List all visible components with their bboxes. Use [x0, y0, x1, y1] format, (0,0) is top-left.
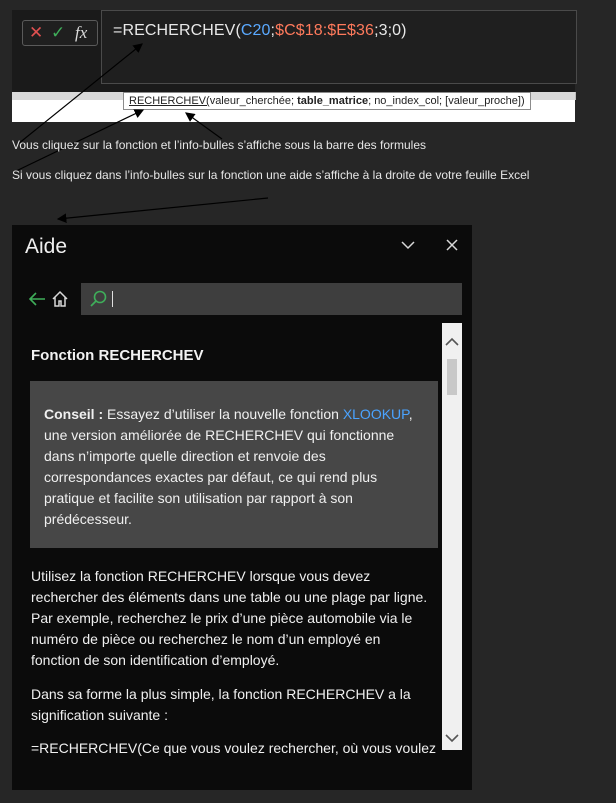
help-content	[12, 322, 442, 790]
help-search-input[interactable]	[81, 283, 462, 315]
help-pane-title: Aide	[25, 235, 68, 258]
help-pane	[12, 225, 472, 790]
chevron-down-icon[interactable]	[400, 237, 416, 253]
help-paragraph: =RECHERCHEV(Ce que vous voulez rechercher, où vous voulez	[31, 740, 437, 756]
formula-ref-c20: C20	[240, 22, 271, 39]
formula-text: =RECHERCHEV(C20;$C$18:$E$36;3;0)	[113, 22, 407, 39]
scroll-down-arrow-icon[interactable]	[442, 731, 462, 745]
function-tooltip[interactable]: RECHERCHEV(valeur_cherchée; table_matrice; no_index_col; [valeur_proche])	[123, 92, 531, 110]
help-paragraph: Dans sa forme la plus simple, la fonction RECHERCHEV a la signification suivante :	[31, 686, 411, 723]
note-help-pane: Si vous cliquez dans l’info-bulles sur la fonction une aide s’affiche à la droite de votre feuille Excel	[12, 168, 530, 182]
search-icon	[89, 289, 109, 309]
tooltip-current-arg: table_matrice	[297, 95, 369, 107]
scrollbar-thumb[interactable]	[447, 359, 457, 395]
enter-icon[interactable]: ✓	[51, 23, 66, 42]
tip-box	[30, 381, 438, 548]
cancel-icon[interactable]: ✕	[29, 23, 44, 42]
scrollbar[interactable]	[442, 323, 462, 750]
formula-ref-range: $C$18:$E$36	[275, 22, 375, 39]
xlookup-link[interactable]: XLOOKUP	[342, 406, 409, 422]
text-cursor	[112, 291, 113, 307]
back-arrow-icon[interactable]	[27, 289, 47, 309]
help-paragraph: Utilisez la fonction RECHERCHEV lorsque vous devez rechercher des éléments dans une table ou une plage par ligne. Par exemple, recherchez le prix d’une pièce automobile via le numéro de pièce ou recherchez le nom d’un employé en fonction de son identification d’employé.	[31, 568, 428, 668]
insert-function-fx-icon[interactable]: fx	[75, 23, 88, 42]
home-icon[interactable]	[50, 289, 70, 309]
close-icon[interactable]	[444, 237, 460, 253]
note-tooltip: Vous cliquez sur la fonction et l’info-bulles s’affiche sous la barre des formules	[12, 138, 426, 152]
tooltip-function-link[interactable]: RECHERCHEV(	[129, 95, 210, 107]
tip-text: Conseil : Essayez d’utiliser la nouvelle fonction XLOOKUP, une version améliorée de RECHERCHEV qui fonctionne dans n’importe quelle direction et renvoie des correspondances exactes par défaut, ce qui rend plus pratique et facilite son utilisation par rapport à son prédécesseur.	[44, 406, 413, 527]
scroll-up-arrow-icon[interactable]	[442, 335, 462, 349]
help-function-title: Fonction RECHERCHEV	[31, 347, 204, 364]
